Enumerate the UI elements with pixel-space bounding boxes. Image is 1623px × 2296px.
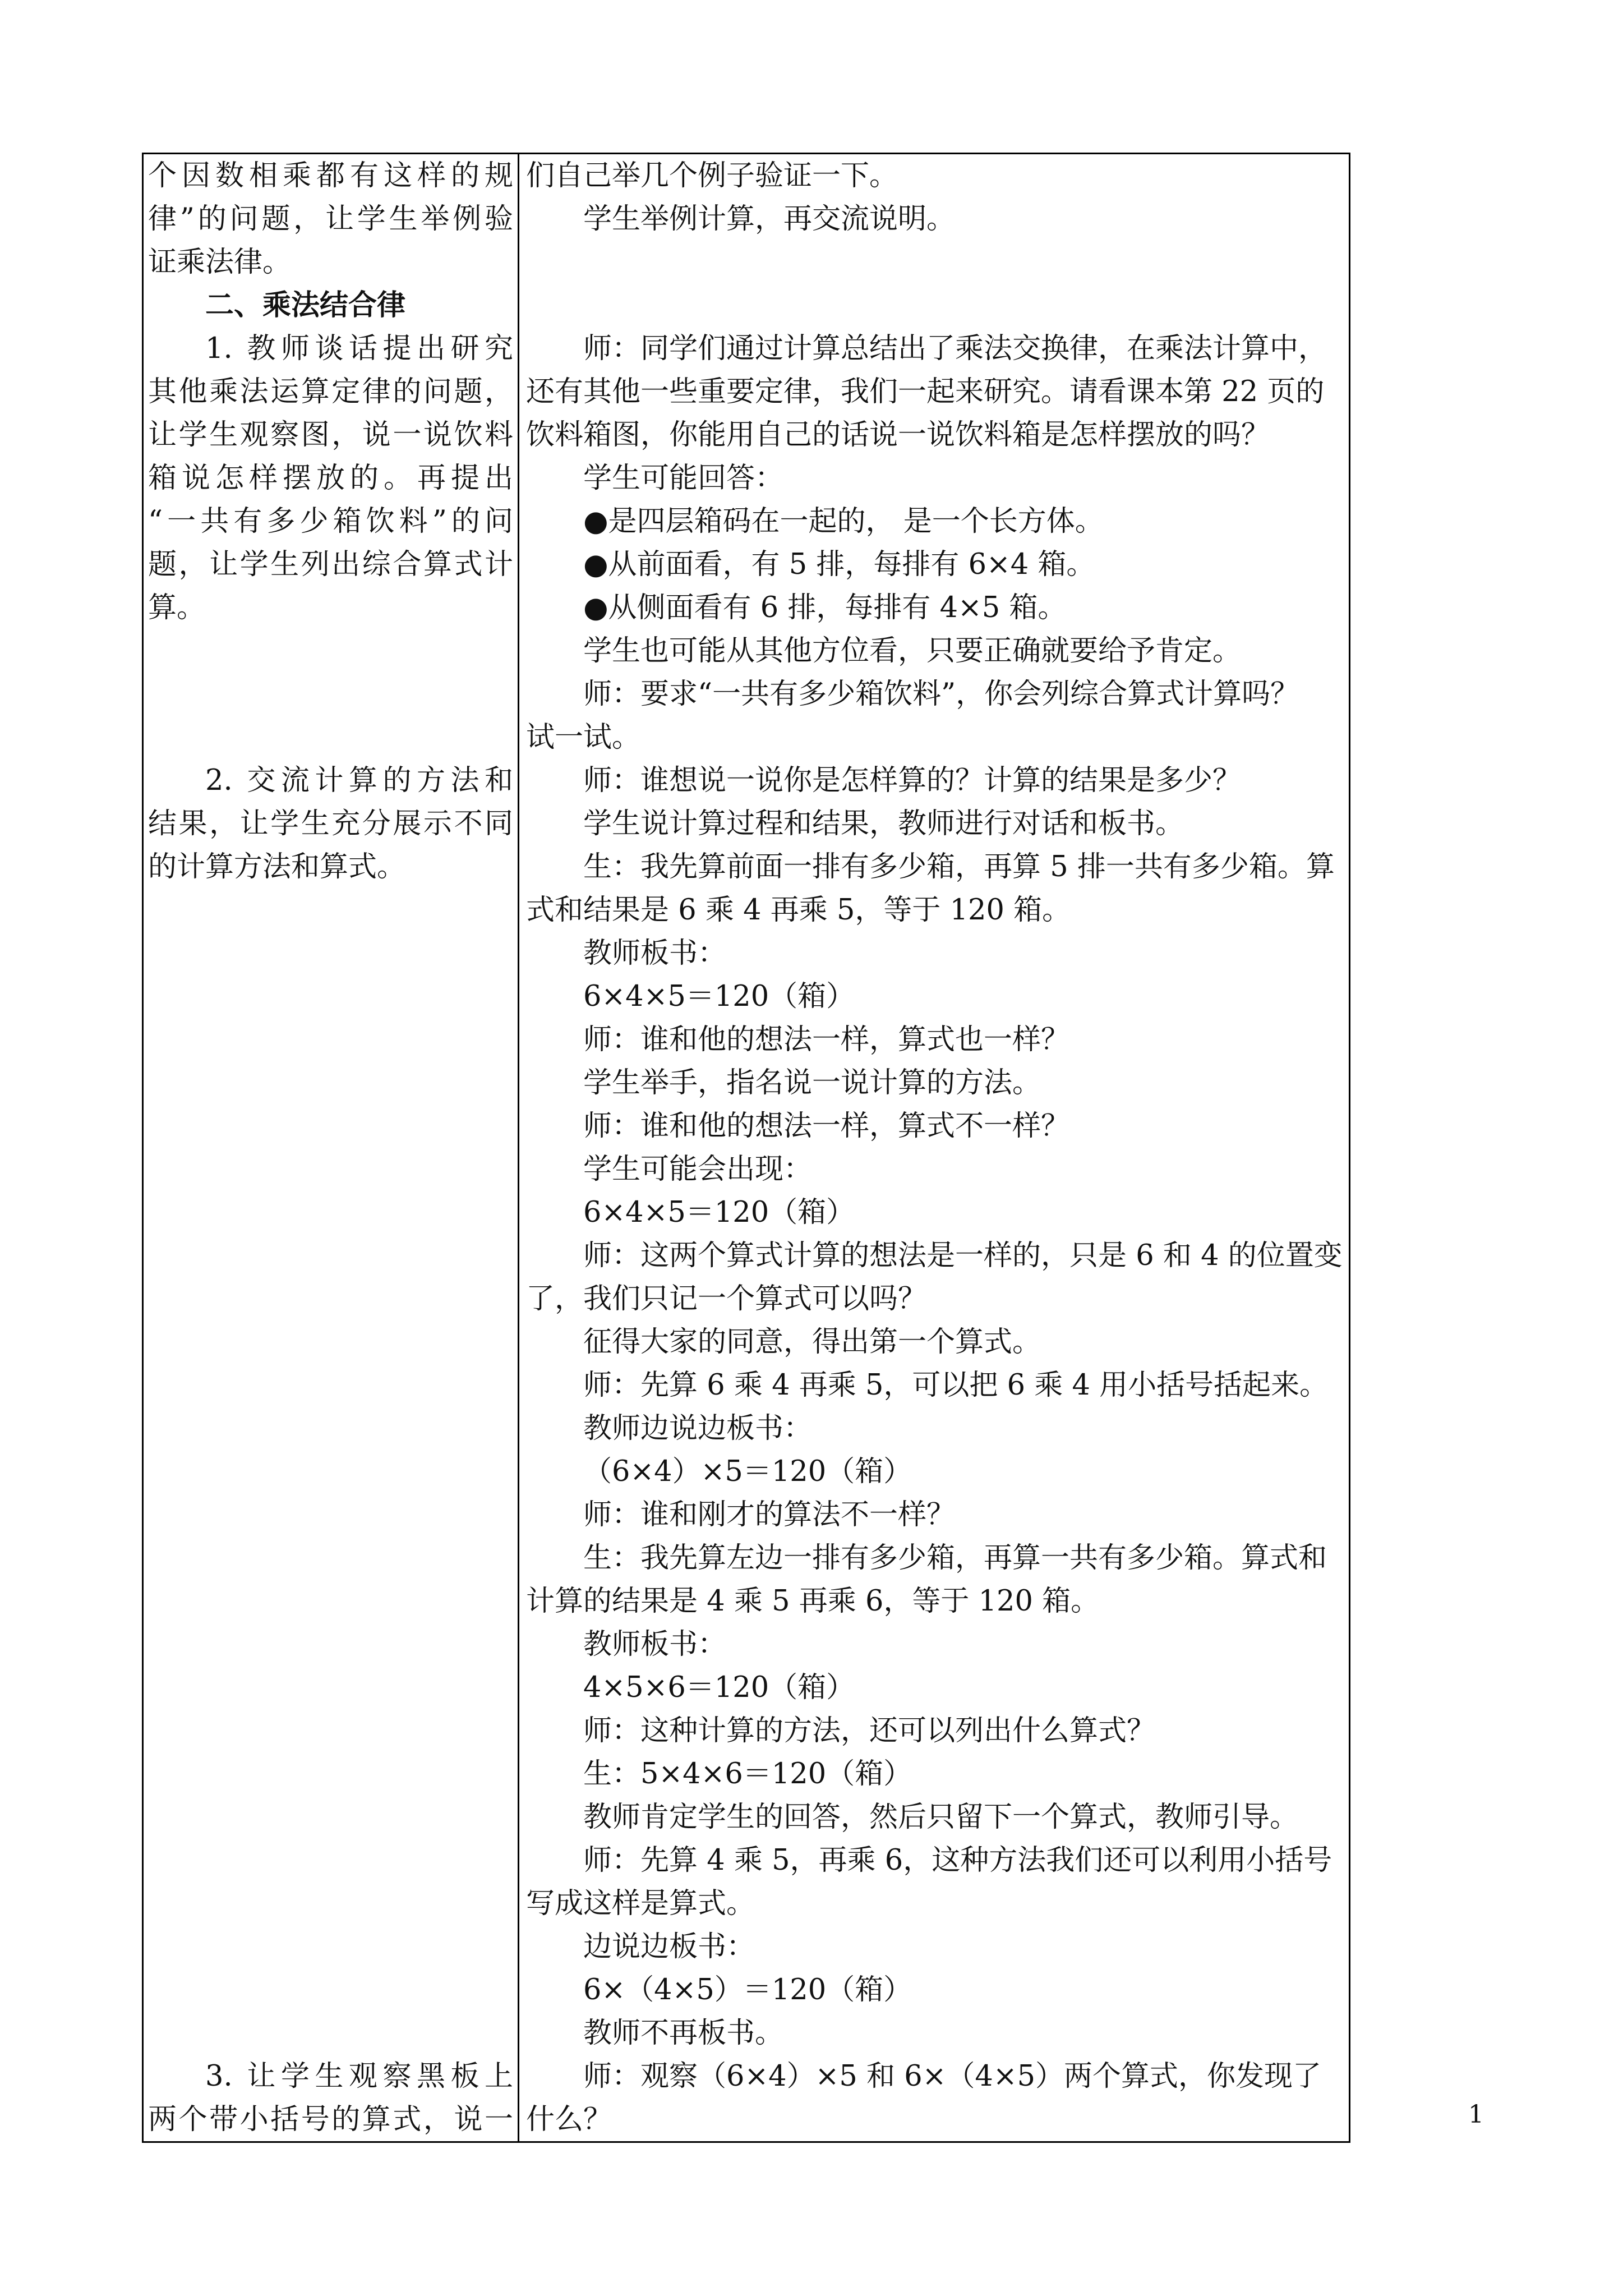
spacer bbox=[144, 629, 518, 673]
spacer bbox=[144, 1536, 518, 1580]
spacer bbox=[144, 1752, 518, 1796]
right-line: 师：这两个算式计算的想法是一样的，只是 6 和 4 的位置变 bbox=[583, 1239, 1343, 1272]
spacer bbox=[144, 1148, 518, 1191]
spacer bbox=[519, 284, 1349, 327]
spacer bbox=[144, 1882, 518, 1925]
right-line: 学生可能回答： bbox=[583, 462, 784, 495]
left-line: 3. 让学生观察黑板上 bbox=[205, 2060, 513, 2093]
spacer bbox=[144, 1709, 518, 1752]
left-line: 其他乘法运算定律的问题， bbox=[148, 375, 513, 408]
spacer bbox=[144, 1364, 518, 1407]
spacer bbox=[144, 1191, 518, 1234]
left-line: 箱说怎样摆放的。再提出 bbox=[148, 462, 513, 495]
right-line: 学生可能会出现： bbox=[583, 1153, 813, 1186]
right-line: 师：先算 6 乘 4 再乘 5，可以把 6 乘 4 用小括号括起来。 bbox=[583, 1369, 1329, 1402]
spacer bbox=[144, 1796, 518, 1839]
page-number: 1 bbox=[1468, 2100, 1484, 2129]
right-line: 生：5×4×6＝120（箱） bbox=[583, 1757, 912, 1791]
right-line: 师：谁和他的想法一样，算式也一样？ bbox=[583, 1023, 1070, 1056]
spacer bbox=[144, 716, 518, 759]
spacer bbox=[144, 1105, 518, 1148]
spacer bbox=[144, 1968, 518, 2012]
spacer bbox=[144, 975, 518, 1018]
right-line: 师：谁和他的想法一样，算式不一样？ bbox=[583, 1110, 1070, 1143]
right-line: 教师边说边板书： bbox=[583, 1412, 813, 1445]
right-line: 饮料箱图，你能用自己的话说一说饮料箱是怎样摆放的吗？ bbox=[526, 418, 1270, 452]
right-line: 学生也可能从其他方位看，只要正确就要给予肯定。 bbox=[583, 634, 1242, 668]
activity-column bbox=[143, 154, 519, 2142]
right-line: 计算的结果是 4 乘 5 再乘 6，等于 120 箱。 bbox=[526, 1585, 1100, 1618]
right-line: 还有其他一些重要定律，我们一起来研究。请看课本第 22 页的 bbox=[526, 375, 1325, 408]
right-line: 师：要求“一共有多少箱饮料”，你会列综合算式计算吗？ bbox=[583, 678, 1299, 711]
right-line: 了，我们只记一个算式可以吗？ bbox=[526, 1282, 927, 1315]
right-line: 学生举手，指名说一说计算的方法。 bbox=[583, 1066, 1041, 1099]
right-line: 师：谁和刚才的算法不一样？ bbox=[583, 1498, 956, 1531]
right-line: 师：同学们通过计算总结出了乘法交换律，在乘法计算中， bbox=[583, 332, 1327, 365]
right-line: 生：我先算前面一排有多少箱，再算 5 排一共有多少箱。算 bbox=[583, 850, 1335, 884]
spacer bbox=[144, 1450, 518, 1493]
table-row bbox=[143, 154, 1350, 2142]
right-line: 边说边板书： bbox=[583, 1930, 755, 1963]
right-line: 6×（4×5）＝120（箱） bbox=[583, 1973, 912, 2007]
spacer bbox=[144, 1839, 518, 1882]
right-line: 6×4×5＝120（箱） bbox=[583, 1196, 855, 1229]
right-line: 教师板书： bbox=[583, 937, 727, 970]
right-line: 教师板书： bbox=[583, 1628, 727, 1661]
left-line: 律”的问题，让学生举例验 bbox=[148, 203, 513, 236]
right-line: 教师肯定学生的回答，然后只留下一个算式，教师引导。 bbox=[583, 1801, 1299, 1834]
left-line: 的计算方法和算式。 bbox=[148, 850, 406, 884]
spacer bbox=[144, 1925, 518, 1968]
right-line: ●是四层箱码在一起的， 是一个长方体。 bbox=[583, 505, 1104, 538]
section-heading-multiplication-associative-law: 二、乘法结合律 bbox=[205, 288, 406, 322]
left-line: 1. 教师谈话提出研究 bbox=[205, 332, 513, 365]
left-line: 2. 交流计算的方法和 bbox=[205, 764, 513, 797]
left-line: 让学生观察图，说一说饮料 bbox=[148, 418, 513, 452]
right-line: ●从侧面看有 6 排，每排有 4×5 箱。 bbox=[583, 591, 1067, 624]
spacer bbox=[144, 1234, 518, 1277]
spacer bbox=[144, 2012, 518, 2055]
dialogue-column bbox=[519, 154, 1350, 2142]
right-line: 学生说计算过程和结果，教师进行对话和板书。 bbox=[583, 807, 1184, 840]
spacer bbox=[144, 1018, 518, 1061]
left-line: 结果，让学生充分展示不同 bbox=[148, 807, 513, 840]
spacer bbox=[144, 1320, 518, 1364]
right-line: 师：先算 4 乘 5，再乘 6，这种方法我们还可以利用小括号 bbox=[583, 1844, 1332, 1877]
right-line: 教师不再板书。 bbox=[583, 2017, 784, 2050]
right-line: 4×5×6＝120（箱） bbox=[583, 1671, 855, 1704]
right-line: 式和结果是 6 乘 4 再乘 5，等于 120 箱。 bbox=[526, 894, 1071, 927]
right-line: 师：这种计算的方法，还可以列出什么算式？ bbox=[583, 1714, 1156, 1747]
spacer bbox=[144, 673, 518, 716]
left-line: 证乘法律。 bbox=[148, 246, 292, 279]
spacer bbox=[144, 1407, 518, 1450]
left-line: “一共有多少箱饮料”的问 bbox=[148, 505, 513, 538]
spacer bbox=[144, 1277, 518, 1320]
right-line: 学生举例计算，再交流说明。 bbox=[583, 203, 956, 236]
right-line: ●从前面看，有 5 排，每排有 6×4 箱。 bbox=[583, 548, 1095, 581]
spacer bbox=[144, 1580, 518, 1623]
right-line: 什么？ bbox=[526, 2103, 612, 2136]
right-line: 写成这样是算式。 bbox=[526, 1887, 755, 1920]
right-line: （6×4）×5＝120（箱） bbox=[583, 1455, 912, 1488]
right-line: 生：我先算左边一排有多少箱，再算一共有多少箱。算式和 bbox=[583, 1542, 1327, 1575]
lesson-plan-table bbox=[142, 153, 1350, 2143]
left-line: 算。 bbox=[148, 591, 206, 624]
right-line: 师：谁想说一说你是怎样算的？计算的结果是多少？ bbox=[583, 764, 1242, 797]
right-line: 试一试。 bbox=[526, 721, 641, 754]
left-line: 个因数相乘都有这样的规 bbox=[148, 159, 513, 192]
spacer bbox=[144, 889, 518, 932]
left-line: 题，让学生列出综合算式计 bbox=[148, 548, 513, 581]
left-line: 两个带小括号的算式，说一 bbox=[148, 2103, 513, 2136]
right-line: 们自己举几个例子验证一下。 bbox=[526, 159, 898, 192]
spacer bbox=[144, 1623, 518, 1666]
spacer bbox=[519, 241, 1349, 284]
right-line: 6×4×5＝120（箱） bbox=[583, 980, 855, 1013]
spacer bbox=[144, 1493, 518, 1536]
spacer bbox=[144, 932, 518, 975]
spacer bbox=[144, 1666, 518, 1709]
spacer bbox=[144, 1061, 518, 1105]
right-line: 征得大家的同意，得出第一个算式。 bbox=[583, 1326, 1041, 1359]
right-line: 师：观察（6×4）×5 和 6×（4×5）两个算式，你发现了 bbox=[583, 2060, 1322, 2093]
